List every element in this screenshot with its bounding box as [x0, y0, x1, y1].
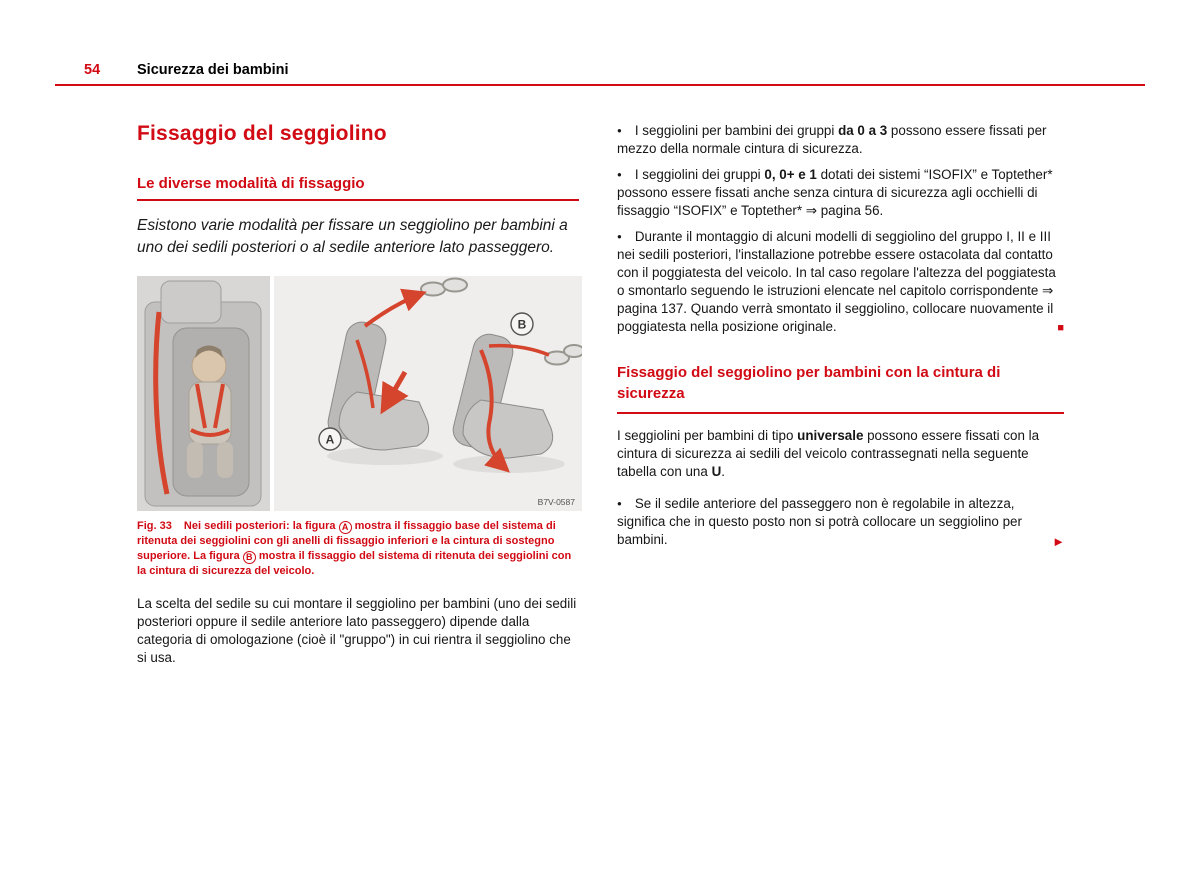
circled-b-inline: B [243, 551, 256, 564]
bullet-item [617, 122, 1064, 158]
paragraph-text: . [721, 464, 725, 479]
bullet-item [617, 166, 1064, 220]
label-b-text: B [517, 317, 527, 332]
section-title: Sicurezza dei bambini [137, 62, 289, 78]
page-continues-triangle-icon: ► [1052, 534, 1065, 549]
left-column [137, 122, 579, 667]
section-heading: Fissaggio del seggiolino per bambini con la cintura di sicurezza [617, 362, 1064, 414]
bullet-text-bold: 0, 0+ e 1 [764, 167, 817, 182]
bullet-icon: ● [617, 232, 622, 241]
figure-code: B7V-0587 [537, 497, 575, 507]
sub-heading: Le diverse modalità di fissaggio [137, 175, 579, 201]
intro-paragraph: Esistono varie modalità per fissare un seggiolino per bambini a uno dei sedili posteriori o al sedile anteriore lato passeggero. [137, 217, 568, 256]
bullet-item [617, 495, 1064, 549]
paragraph-text: I seggiolini per bambini di tipo [617, 428, 798, 443]
page-number: 54 [84, 62, 101, 78]
figure-illustration [137, 276, 582, 511]
paragraph-text-bold: universale [797, 428, 864, 443]
label-a-circle [319, 428, 341, 450]
diagram-panel [274, 276, 582, 511]
bullet-icon: ● [617, 499, 622, 508]
bullet-icon: ● [617, 170, 622, 179]
chapter-heading: Fissaggio del seggiolino [137, 122, 387, 145]
right-column [617, 122, 1064, 557]
label-b-circle [511, 313, 533, 335]
body-paragraph: La scelta del sedile su cui montare il seggiolino per bambini (uno dei sedili posteriori oppure il sedile anteriore lato passeggero) dipende dalla categoria di omologazione (cioè il "gruppo") in cui rientra il seggiolino che si usa. [137, 596, 577, 665]
figure-caption [137, 519, 582, 579]
figure-caption-number: Fig. 33 [137, 520, 172, 532]
section-end-square-icon: ■ [1057, 322, 1064, 334]
label-a-text: A [325, 432, 335, 447]
figure-caption-text: Nei sedili posteriori: la figura [183, 520, 336, 532]
bullet-text: possono essere fissati per mezzo della normale cintura di sicurezza. [617, 123, 1047, 156]
bullet-text: I seggiolini dei gruppi [634, 167, 765, 182]
paragraph-text: possono essere fissati con la cintura di sicurezza ai sedili del veicolo contrassegnati nella seguente tabella con una [617, 428, 1040, 479]
figure-caption-text: mostra il fissaggio base del sistema di ritenuta dei seggiolini con gli anelli di fissaggio inferiori e la cintura di sostegno superiore. La figura [137, 520, 556, 562]
bullet-text: Se il sedile anteriore del passeggero non è regolabile in altezza, significa che in questo posto non si potrà collocare un seggiolino per bambini. [617, 496, 1022, 547]
section-paragraph [617, 427, 1064, 481]
bullet-text: Durante il montaggio di alcuni modelli di seggiolino del gruppo I, II e III nei sedili posteriori, l'installazione potrebbe essere ostacolata dal contatto con il poggiatesta del veicolo. In tal caso regolare l'altezza del poggiatesta o smontarlo seguendo le istruzioni elencate nel capitolo corrispondente ⇒ pagina 137. Quando verrà smontato il seggiolino, collocare nuovamente il poggiatesta nella posizione originale. [617, 229, 1056, 334]
bullet-item [617, 228, 1064, 336]
bullet-icon: ● [617, 126, 622, 135]
rear-bench-photo [137, 276, 270, 511]
figure-caption-text: mostra il fissaggio del sistema di ritenuta dei seggiolini con la cintura di sicurezza del veicolo. [137, 550, 572, 577]
bullet-text-bold: da 0 a 3 [838, 123, 888, 138]
bullet-text: I seggiolini per bambini dei gruppi [634, 123, 839, 138]
paragraph-text-bold: U [711, 464, 722, 479]
circled-a-inline: A [339, 521, 352, 534]
header-rule [55, 84, 1145, 86]
figure-33 [137, 276, 582, 511]
bullet-text: dotati dei sistemi “ISOFIX” e Toptether* possono essere fissati anche senza cintura di sicurezza agli occhielli di fissaggio “ISOFIX” e Toptether* ⇒ pagina 56. [617, 167, 1053, 218]
